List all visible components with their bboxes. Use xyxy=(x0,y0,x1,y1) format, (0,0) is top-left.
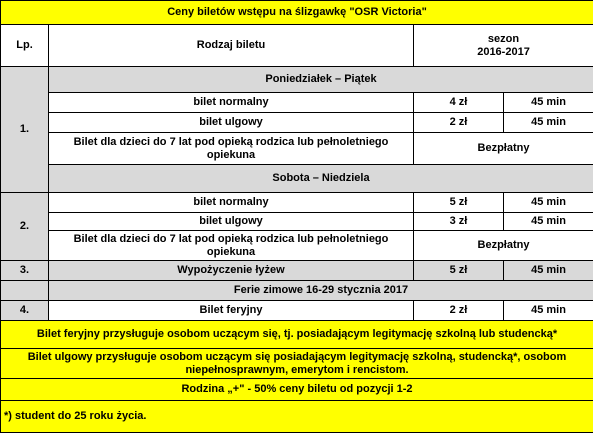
section-weekday: Poniedziałek – Piątek xyxy=(49,67,593,93)
price: 4 zł xyxy=(414,93,504,113)
note-family: Rodzina „+" - 50% ceny biletu od pozycji 1-2 xyxy=(1,379,593,401)
note-holiday: Bilet feryjny przysługuje osobom uczącym się, tj. posiadającym legitymację szkolną lub studencką* xyxy=(1,321,593,349)
note-student: *) student do 25 roku życia. xyxy=(1,401,593,433)
row-number: 4. xyxy=(1,301,49,321)
duration: 45 min xyxy=(504,301,593,321)
duration: 45 min xyxy=(504,213,593,231)
header-season-years: 2016-2017 xyxy=(477,45,530,58)
header-season-label: sezon xyxy=(487,32,520,45)
ticket-child: Bilet dla dzieci do 7 lat pod opieką rodzica lub pełnoletniego opiekuna xyxy=(49,133,414,165)
duration: 45 min xyxy=(504,93,593,113)
price: 2 zł xyxy=(414,301,504,321)
ticket-skates: Wypożyczenie łyżew xyxy=(49,261,414,281)
ticket-reduced: bilet ulgowy xyxy=(49,213,414,231)
note-reduced: Bilet ulgowy przysługuje osobom uczącym się posiadającym legitymację szkolną, studencką*, osobom niepełnosprawnym, emerytom i rencistom. xyxy=(1,349,593,379)
row-number: 2. xyxy=(1,193,49,261)
ticket-normal: bilet normalny xyxy=(49,193,414,213)
header-season xyxy=(414,25,593,67)
ticket-reduced: bilet ulgowy xyxy=(49,113,414,133)
duration: 45 min xyxy=(504,113,593,133)
price: 5 zł xyxy=(414,193,504,213)
price-free: Bezpłatny xyxy=(414,231,593,261)
ticket-child: Bilet dla dzieci do 7 lat pod opieką rodzica lub pełnoletniego opiekuna xyxy=(49,231,414,261)
row-number: 3. xyxy=(1,261,49,281)
price: 5 zł xyxy=(414,261,504,281)
ticket-normal: bilet normalny xyxy=(49,93,414,113)
price-free: Bezpłatny xyxy=(414,133,593,165)
header-ticket-type: Rodzaj biletu xyxy=(49,25,414,67)
ticket-holiday: Bilet feryjny xyxy=(49,301,414,321)
price: 3 zł xyxy=(414,213,504,231)
duration: 45 min xyxy=(504,261,593,281)
section-winter: Ferie zimowe 16-29 stycznia 2017 xyxy=(49,281,593,301)
row-number: 1. xyxy=(1,67,49,193)
duration: 45 min xyxy=(504,193,593,213)
price: 2 zł xyxy=(414,113,504,133)
table-title: Ceny biletów wstępu na ślizgawkę "OSR Victoria" xyxy=(1,1,593,25)
row-number-blank xyxy=(1,281,49,301)
header-lp: Lp. xyxy=(1,25,49,67)
section-weekend: Sobota – Niedziela xyxy=(49,165,593,193)
